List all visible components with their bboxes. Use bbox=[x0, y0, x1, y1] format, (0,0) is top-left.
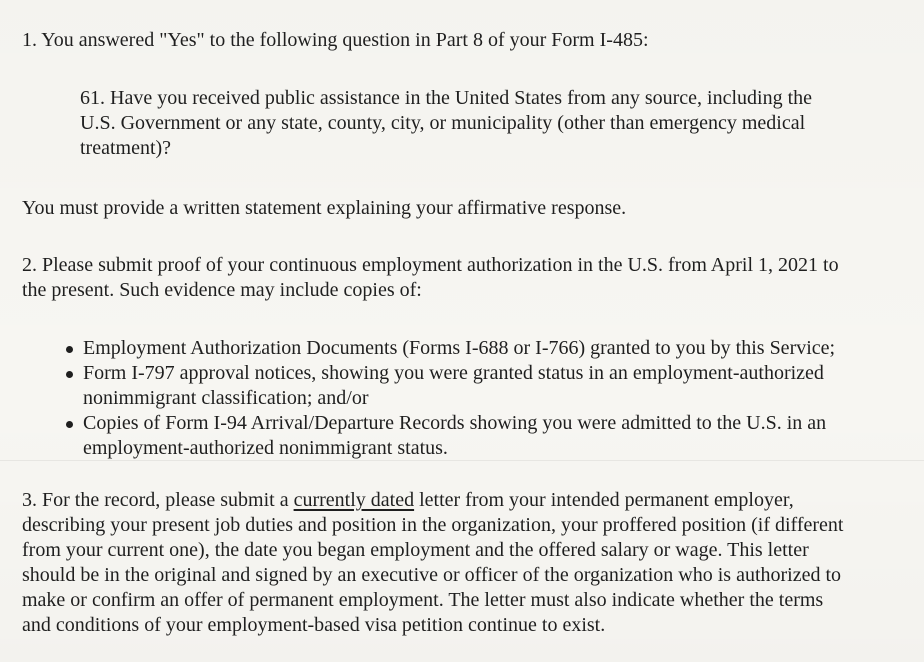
question-61-line-3: treatment)? bbox=[80, 137, 172, 159]
evidence-3-line-2: employment-authorized nonimmigrant status. bbox=[83, 437, 448, 459]
bullet-icon bbox=[66, 346, 73, 353]
evidence-list-item bbox=[62, 336, 912, 361]
item-3-line-1-start: 3. For the record, please submit a bbox=[22, 489, 294, 511]
item-3-block bbox=[22, 488, 912, 638]
item-1-statement-text: You must provide a written statement explaining your affirmative response. bbox=[22, 197, 627, 219]
item-3-line-5: make or confirm an offer of permanent employment. The letter must also indicate whether the terms bbox=[22, 589, 824, 611]
evidence-list-item bbox=[62, 411, 912, 461]
item-2-block bbox=[22, 253, 912, 303]
item-1-statement bbox=[22, 196, 912, 221]
item-1-intro-text: 1. You answered "Yes" to the following question in Part 8 of your Form I-485: bbox=[22, 29, 649, 51]
bullet-icon bbox=[66, 371, 73, 378]
bullet-icon bbox=[66, 421, 73, 428]
evidence-2-line-2: nonimmigrant classification; and/or bbox=[83, 387, 369, 409]
question-61-block bbox=[80, 86, 900, 161]
item-3-line-1 bbox=[22, 488, 912, 513]
currently-dated-emphasis: currently dated bbox=[293, 489, 415, 511]
item-3-line-4: should be in the original and signed by an executive or officer of the organization who is authorized to bbox=[22, 564, 842, 586]
evidence-2-line-1: Form I-797 approval notices, showing you were granted status in an employment-authorized bbox=[83, 362, 824, 384]
item-3-line-2: describing your present job duties and position in the organization, your proffered position (if different bbox=[22, 514, 844, 536]
item-2-line-1: 2. Please submit proof of your continuous employment authorization in the U.S. from April 1, 2021 to bbox=[22, 254, 839, 276]
evidence-list-item bbox=[62, 361, 912, 411]
evidence-3-line-1: Copies of Form I-94 Arrival/Departure Records showing you were admitted to the U.S. in an bbox=[83, 412, 827, 434]
item-1-intro bbox=[22, 28, 912, 53]
item-3-line-1-end: letter from your intended permanent employer, bbox=[414, 489, 794, 511]
question-61-line-2: U.S. Government or any state, county, city, or municipality (other than emergency medical bbox=[80, 112, 806, 134]
question-61-line-1: 61. Have you received public assistance in the United States from any source, including the bbox=[80, 87, 813, 109]
item-3-line-3: from your current one), the date you began employment and the offered salary or wage. This letter bbox=[22, 539, 809, 561]
item-2-evidence-list bbox=[62, 336, 912, 461]
item-3-line-6: and conditions of your employment-based visa petition continue to exist. bbox=[22, 614, 606, 636]
item-2-line-2: the present. Such evidence may include copies of: bbox=[22, 279, 422, 301]
evidence-1-line-1: Employment Authorization Documents (Forms I-688 or I-766) granted to you by this Service; bbox=[83, 337, 836, 359]
